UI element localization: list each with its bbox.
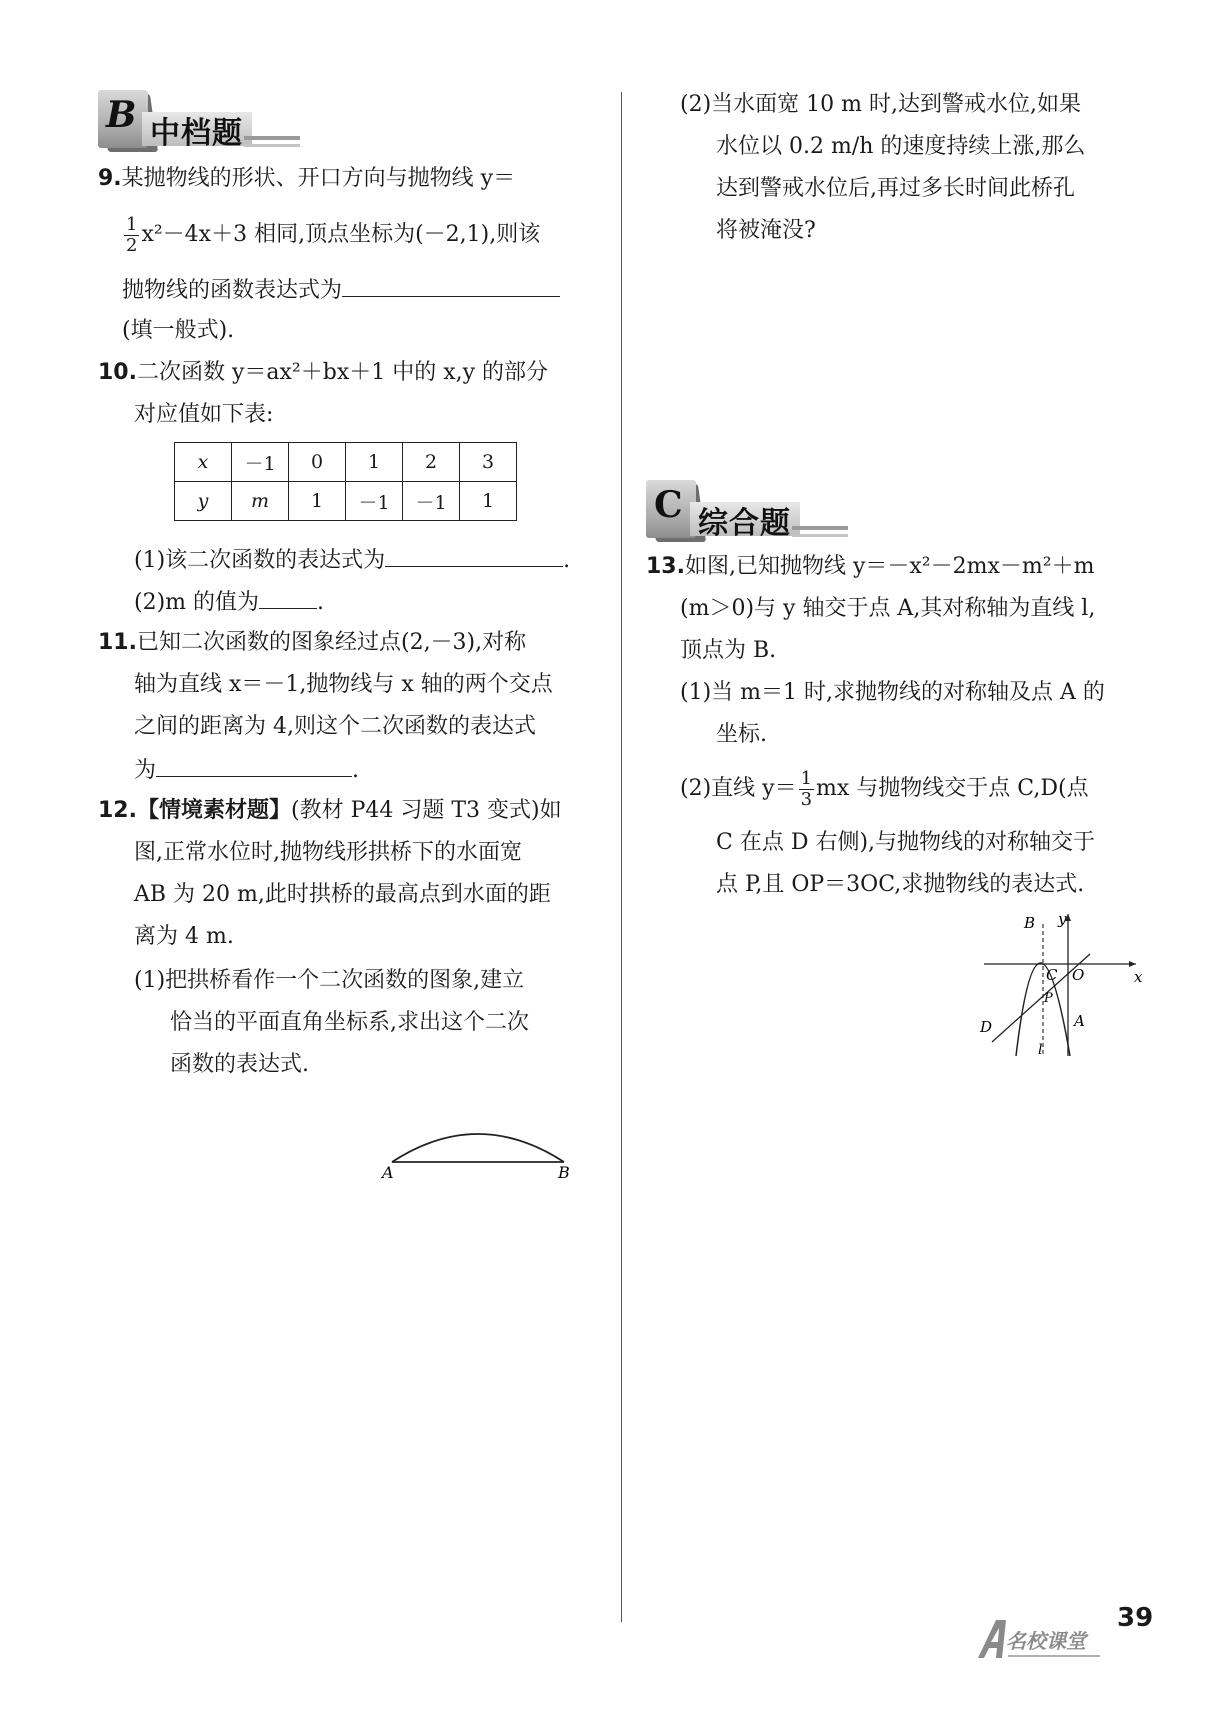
q12-sub2-line3: 达到警戒水位后,再过多长时间此桥孔 bbox=[716, 176, 1075, 201]
table-cell: －1 bbox=[232, 443, 289, 482]
table-cell: m bbox=[232, 482, 289, 521]
q13-line3: 顶点为 B. bbox=[680, 638, 777, 663]
table-cell: 0 bbox=[289, 443, 346, 482]
q13-sub1-line1: (1)当 m＝1 时,求抛物线的对称轴及点 A 的 bbox=[680, 680, 1105, 705]
q9-line3: 抛物线的函数表达式为 bbox=[122, 268, 560, 312]
q10-line1: 10.二次函数 y＝ax²＋bx＋1 中的 x,y 的部分 bbox=[98, 360, 549, 385]
section-c-title: 综合题 bbox=[698, 506, 791, 541]
q12-sub1-line2: 恰当的平面直角坐标系,求出这个二次 bbox=[170, 1010, 529, 1035]
bridge-arch bbox=[392, 1134, 564, 1162]
q9-answer-blank[interactable] bbox=[342, 268, 560, 297]
q9-line1: 9.某抛物线的形状、开口方向与抛物线 y＝ bbox=[98, 166, 516, 191]
label-p: P bbox=[1044, 991, 1053, 1006]
q13-parabola-figure bbox=[978, 908, 1148, 1060]
section-b-title: 中档题 bbox=[150, 116, 243, 151]
column-divider bbox=[621, 92, 622, 1622]
q10-sub2: (2)m 的值为 . bbox=[134, 580, 324, 624]
q10-number: 10. bbox=[98, 360, 137, 385]
q12-sub2-line2: 水位以 0.2 m/h 的速度持续上涨,那么 bbox=[716, 134, 1086, 159]
q13-sub2-line2: C 在点 D 右侧),与抛物线的对称轴交于 bbox=[716, 830, 1096, 855]
q13-sub2-line3: 点 P,且 OP＝3OC,求抛物线的表达式. bbox=[716, 872, 1085, 897]
point-b-label: B bbox=[558, 1163, 570, 1180]
q12-sub2-line4: 将被淹没? bbox=[716, 218, 816, 243]
label-a: A bbox=[1074, 1012, 1085, 1030]
label-b: B bbox=[1024, 914, 1036, 932]
q13-sub1-line2: 坐标. bbox=[716, 722, 767, 747]
q12-bridge-figure bbox=[378, 1120, 588, 1180]
q13-line1: 13.如图,已知抛物线 y＝－x²－2mx－m²＋m bbox=[646, 554, 1095, 579]
table-cell: 2 bbox=[403, 443, 460, 482]
q9-number: 9. bbox=[98, 166, 122, 191]
q12-number: 12. bbox=[98, 798, 137, 823]
section-c-header bbox=[646, 480, 856, 540]
q10-sub2-blank[interactable] bbox=[259, 580, 317, 609]
table-cell: 1 bbox=[460, 482, 517, 521]
q9-line4: (填一般式). bbox=[122, 318, 235, 343]
q13-line2: (m＞0)与 y 轴交于点 A,其对称轴为直线 l, bbox=[680, 596, 1096, 621]
section-b-letter: B bbox=[106, 94, 137, 136]
label-d: D bbox=[980, 1018, 993, 1036]
q11-line2: 轴为直线 x＝－1,抛物线与 x 轴的两个交点 bbox=[134, 672, 553, 697]
table-cell: －1 bbox=[403, 482, 460, 521]
q10-sub1-blank[interactable] bbox=[385, 538, 563, 567]
q12-line3: AB 为 20 m,此时拱桥的最高点到水面的距 bbox=[134, 882, 551, 907]
q12-line4: 离为 4 m. bbox=[134, 924, 234, 949]
logo-text: 名校课堂 bbox=[1006, 1629, 1086, 1653]
q11-answer-blank[interactable] bbox=[156, 748, 352, 777]
q11-number: 11. bbox=[98, 630, 137, 655]
x-axis-arrow bbox=[1129, 961, 1136, 967]
logo-letter-a bbox=[978, 1620, 1006, 1658]
q12-line2: 图,正常水位时,抛物线形拱桥下的水面宽 bbox=[134, 840, 522, 865]
point-a-label: A bbox=[382, 1163, 394, 1180]
q12-sub1-line1: (1)把拱桥看作一个二次函数的图象,建立 bbox=[134, 968, 525, 993]
q9-line2: $\frac{1}{2}$ x²－4x＋3 相同,顶点坐标为(－2,1),则该 bbox=[126, 213, 541, 256]
table-cell: －1 bbox=[346, 482, 403, 521]
q13-number: 13. bbox=[646, 554, 685, 579]
table-cell: 1 bbox=[346, 443, 403, 482]
label-y: y bbox=[1058, 910, 1067, 928]
section-b-header bbox=[98, 90, 308, 150]
q10-line2: 对应值如下表: bbox=[134, 402, 274, 427]
table-row-y bbox=[175, 482, 517, 521]
label-o: O bbox=[1072, 966, 1085, 984]
table-cell: 1 bbox=[289, 482, 346, 521]
q11-line4: 为 . bbox=[134, 748, 359, 792]
page-number: 39 bbox=[1117, 1603, 1154, 1633]
q9-fraction: $\frac{1}{2}$ bbox=[126, 213, 138, 256]
table-cell: y bbox=[175, 482, 232, 521]
section-c-letter: C bbox=[654, 484, 683, 526]
q11-line1: 11.已知二次函数的图象经过点(2,－3),对称 bbox=[98, 630, 527, 655]
publisher-logo bbox=[976, 1614, 1104, 1666]
table-cell: x bbox=[175, 443, 232, 482]
q11-line3: 之间的距离为 4,则这个二次函数的表达式 bbox=[134, 714, 536, 739]
q10-value-table bbox=[174, 442, 517, 521]
q12-line1: 12.【情境素材题】(教材 P44 习题 T3 变式)如 bbox=[98, 798, 562, 823]
q10-sub1: (1)该二次函数的表达式为 . bbox=[134, 538, 570, 582]
q12-sub1-line3: 函数的表达式. bbox=[170, 1052, 309, 1077]
table-cell: 3 bbox=[460, 443, 517, 482]
label-l: l bbox=[1038, 1042, 1043, 1058]
label-c: C bbox=[1046, 966, 1058, 984]
q12-tag: 【情境素材题】 bbox=[136, 798, 291, 823]
table-row-x bbox=[175, 443, 517, 482]
q13-fraction: $\frac{1}{3}$ bbox=[800, 767, 813, 810]
q12-sub2-line1: (2)当水面宽 10 m 时,达到警戒水位,如果 bbox=[680, 92, 1081, 117]
q13-sub2-line1: (2)直线 y＝ $\frac{1}{3}$ mx 与抛物线交于点 C,D(点 bbox=[680, 767, 1089, 810]
label-x: x bbox=[1134, 968, 1143, 986]
